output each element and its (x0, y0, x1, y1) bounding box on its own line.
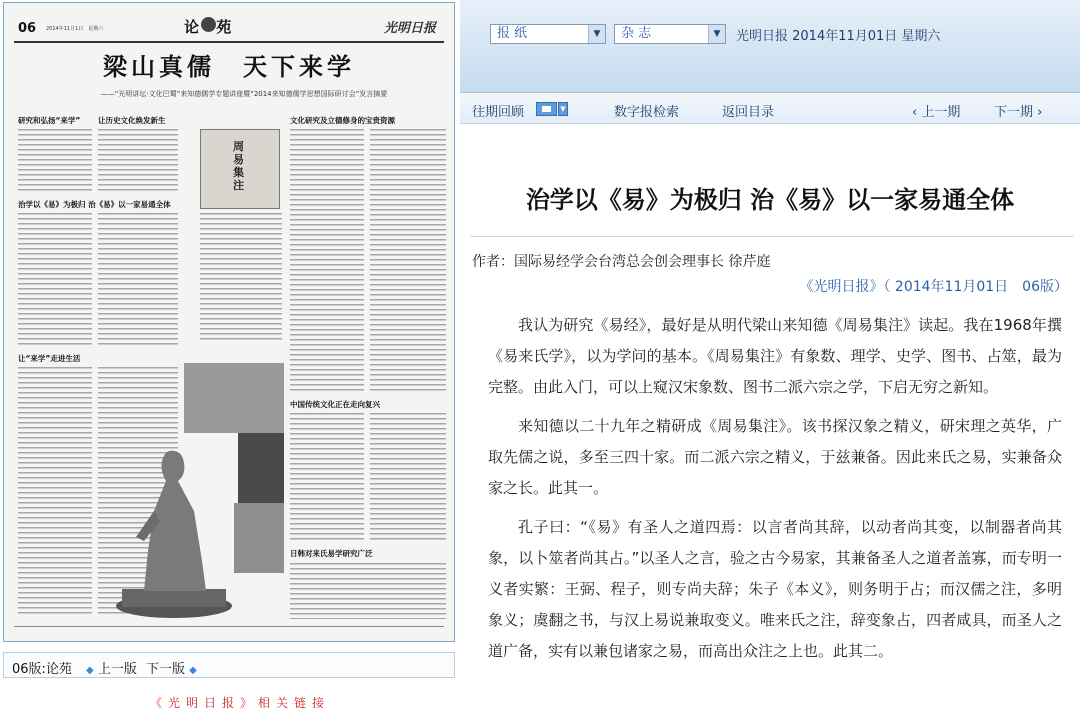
sub-nav (460, 93, 1080, 124)
top-bar (460, 0, 1080, 93)
right-arrow-icon: ◆ (189, 665, 197, 676)
article-paragraph: 孔子曰：“《易》有圣人之道四焉：以言者尚其辞，以动者尚其变，以制器者尚其象，以卜筮者尚其占。”以圣人之言，验之古今易家，其兼备圣人之道者盖寡，而专明一义者实繁：王弼、程子，则专尚夫辞；朱子《本义》，则务明于占；而汉儒之注，多明象义；虞翻之书，与汉上易说兼取变义。唯来氏之注，辞变象占，四者咸具，而圣人之道广备，实有以兼包诸家之易，而高出众注之上也。此其二。 (488, 518, 1062, 660)
paper-article-title[interactable]: 治学以《易》为极归 治《易》以一家易通全体 (18, 200, 171, 209)
paper-headline: 梁山真儒 天下来学 (103, 52, 355, 81)
paper-section-name: 论 苑 (184, 18, 238, 36)
newspaper-page-thumbnail[interactable] (3, 2, 455, 642)
page-nav-bar (3, 652, 455, 678)
chevron-down-icon: ▼ (558, 102, 568, 116)
paper-article-title[interactable]: 让历史文化焕发新生 (98, 116, 166, 125)
article-paragraph: 我认为研究《易经》，最好是从明代梁山来知德《周易集注》读起。我在1968年撰《易来氏学》，以为学问的基本。《周易集注》有象数、理学、史学、图书、占筮，最为完整。由此入门，可以上窥汉宋象数、图书二派六宗之学，下启无穷之新知。 (488, 316, 1062, 396)
text-column (98, 129, 178, 193)
next-page-button[interactable] (146, 658, 197, 677)
text-column (290, 413, 364, 541)
paper-article-title[interactable]: 让“来学”走进生活 (18, 354, 81, 363)
chevron-down-icon[interactable]: ▼ (588, 25, 605, 43)
next-issue-link[interactable]: 下一期 › (994, 105, 1043, 120)
books-photo (234, 503, 284, 573)
magazine-select-value: 杂 志 (621, 26, 652, 41)
books-photo (238, 433, 284, 513)
past-review-link[interactable]: 往期回顾 (472, 105, 525, 120)
book-cover-image (200, 129, 280, 209)
left-arrow-icon: ◆ (86, 665, 94, 676)
paper-footer (14, 626, 444, 635)
book-cover-title: 周易集注 (233, 140, 244, 192)
prev-issue-link[interactable]: ‹ 上一期 (912, 105, 961, 120)
paper-date: 2014年11月1日 星期六 (46, 26, 104, 32)
divider (470, 236, 1074, 237)
article-author: 作者：国际易经学会台湾总会创会理事长 徐芹庭 (472, 254, 771, 270)
paper-page-number: 06 (18, 21, 37, 36)
prev-page-label: 上一版 (97, 662, 137, 677)
paper-subhead: ——“光明讲坛·文化巴蜀”来知德儒学专题讲座暨“2014来知德儒学思想国际研讨会”发言摘要 (100, 90, 388, 98)
back-to-index-link[interactable]: 返回目录 (722, 105, 775, 120)
paper-type-select[interactable] (490, 24, 606, 44)
digital-search-link[interactable]: 数字报检索 (614, 105, 680, 120)
paper-rule (14, 41, 444, 43)
chevron-down-icon[interactable]: ▼ (708, 25, 725, 43)
books-photo (184, 363, 284, 433)
text-column (290, 129, 364, 391)
issue-info: 光明日报 2014年11月01日 星期六 (736, 29, 941, 44)
article-title: 治学以《易》为极归 治《易》以一家易通全体 (525, 186, 1015, 214)
text-column (370, 413, 446, 541)
current-page-label: 06版:论苑 (12, 662, 72, 677)
calendar-icon (536, 102, 557, 116)
magazine-select[interactable] (614, 24, 726, 44)
calendar-picker-button[interactable] (536, 102, 568, 116)
article-paragraph: 来知德以二十九年之精研成《周易集注》。该书探汉象之精义，研宋理之英华，广取先儒之说，多至三四十家。而二派六宗之精义，于兹兼备。因此来氏之易，实兼备众家之长。此其一。 (488, 417, 1062, 497)
article-source: 《光明日报》（ 2014年11月01日 06版） (799, 279, 1068, 295)
next-page-label: 下一版 (146, 662, 186, 677)
paper-article-title[interactable]: 研究和弘扬“来学” (18, 116, 81, 125)
paper-article-title[interactable]: 日韩对来氏易学研究广泛 (290, 549, 373, 558)
paper-header (4, 3, 454, 47)
text-column (18, 213, 92, 347)
text-column (98, 213, 178, 347)
text-column (18, 367, 92, 617)
paper-type-select-value: 报 纸 (497, 26, 528, 41)
paper-article-title[interactable]: 文化研究及立德修身的宝贵资源 (290, 116, 395, 125)
text-column (200, 213, 282, 343)
statue-image (114, 441, 234, 619)
text-column (18, 129, 92, 193)
article-body (488, 310, 1062, 675)
text-column (290, 563, 446, 619)
prev-page-button[interactable] (86, 658, 137, 677)
related-link[interactable]: 《光明日报》相关链接 (150, 696, 331, 710)
paper-masthead: 光明日报 (384, 21, 437, 36)
paper-article-title[interactable]: 中国传统文化正在走向复兴 (290, 400, 380, 409)
text-column (370, 129, 446, 391)
